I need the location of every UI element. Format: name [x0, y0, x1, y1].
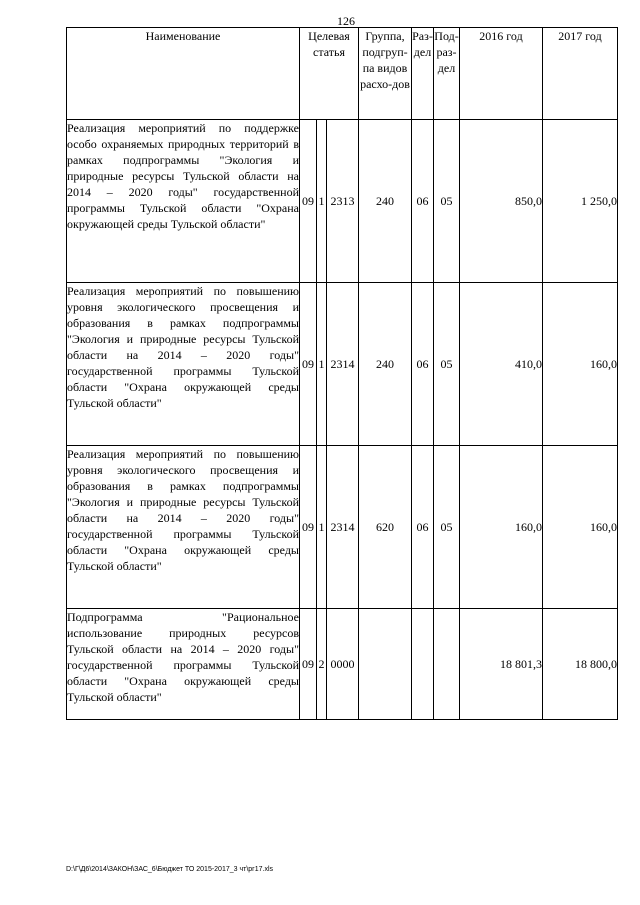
header-expense-group: Группа, подгруп-па видов расхо-дов — [359, 28, 412, 120]
table-row — [67, 446, 618, 609]
target-article-part2: 2 — [317, 609, 327, 720]
subsection-cell: 05 — [434, 446, 460, 609]
target-article-part3: 0000 — [327, 609, 359, 720]
expense-group-cell: 620 — [359, 446, 412, 609]
amount-2017: 160,0 — [543, 283, 618, 446]
subsection-cell — [434, 609, 460, 720]
target-article-part2: 1 — [317, 446, 327, 609]
row-name: Реализация мероприятий по поддержке особо охраняемых природных территорий в рамках подпрограммы "Экология и природные ресурсы Тульской области на 2014 – 2020 годы" государственной программы Тульской области "Охрана окружающей среды Тульской области" — [67, 120, 300, 283]
header-subsection: Под-раз-дел — [434, 28, 460, 120]
section-cell: 06 — [412, 120, 434, 283]
header-target-article: Целевая статья — [300, 28, 359, 120]
amount-2016: 850,0 — [460, 120, 543, 283]
amount-2017: 18 800,0 — [543, 609, 618, 720]
row-name: Реализация мероприятий по повышению уровня экологического просвещения и образования в рамках подпрограммы "Экология и природные ресурсы Тульской области на 2014 – 2020 годы" государственной программы Тульской области "Охрана окружающей среды Тульской области" — [67, 283, 300, 446]
target-article-part3: 2314 — [327, 283, 359, 446]
target-article-part1: 09 — [300, 283, 317, 446]
table-row — [67, 283, 618, 446]
target-article-part1: 09 — [300, 609, 317, 720]
target-article-part1: 09 — [300, 446, 317, 609]
section-cell — [412, 609, 434, 720]
page-number: 126 — [337, 14, 355, 28]
header-row — [67, 28, 618, 120]
subsection-cell: 05 — [434, 283, 460, 446]
target-article-part3: 2313 — [327, 120, 359, 283]
target-article-part3: 2314 — [327, 446, 359, 609]
amount-2016: 410,0 — [460, 283, 543, 446]
row-name: Подпрограмма "Рациональное использование природных ресурсов Тульской области на 2014 – 2020 годы" государственной программы Тульской области "Охрана окружающей среды Тульской области" — [67, 609, 300, 720]
expense-group-cell: 240 — [359, 283, 412, 446]
target-article-part2: 1 — [317, 283, 327, 446]
row-name: Реализация мероприятий по повышению уровня экологического просвещения и образования в рамках подпрограммы "Экология и природные ресурсы Тульской области на 2014 – 2020 годы" государственной программы Тульской области "Охрана окружающей среды Тульской области" — [67, 446, 300, 609]
header-2017: 2017 год — [543, 28, 618, 120]
amount-2017: 1 250,0 — [543, 120, 618, 283]
subsection-cell: 05 — [434, 120, 460, 283]
amount-2016: 18 801,3 — [460, 609, 543, 720]
section-cell: 06 — [412, 446, 434, 609]
header-name: Наименование — [67, 28, 300, 120]
file-path-footer: D:\Г\Д6\2014\ЗАКОН\ЗАС_6\Бюджет ТО 2015-2017_3 чт\рг17.xls — [66, 866, 274, 873]
target-article-part2: 1 — [317, 120, 327, 283]
target-article-part1: 09 — [300, 120, 317, 283]
expense-group-cell — [359, 609, 412, 720]
header-2016: 2016 год — [460, 28, 543, 120]
expense-group-cell: 240 — [359, 120, 412, 283]
amount-2017: 160,0 — [543, 446, 618, 609]
table-row — [67, 609, 618, 720]
amount-2016: 160,0 — [460, 446, 543, 609]
budget-table — [66, 27, 618, 720]
header-section: Раз-дел — [412, 28, 434, 120]
section-cell: 06 — [412, 283, 434, 446]
table-row — [67, 120, 618, 283]
